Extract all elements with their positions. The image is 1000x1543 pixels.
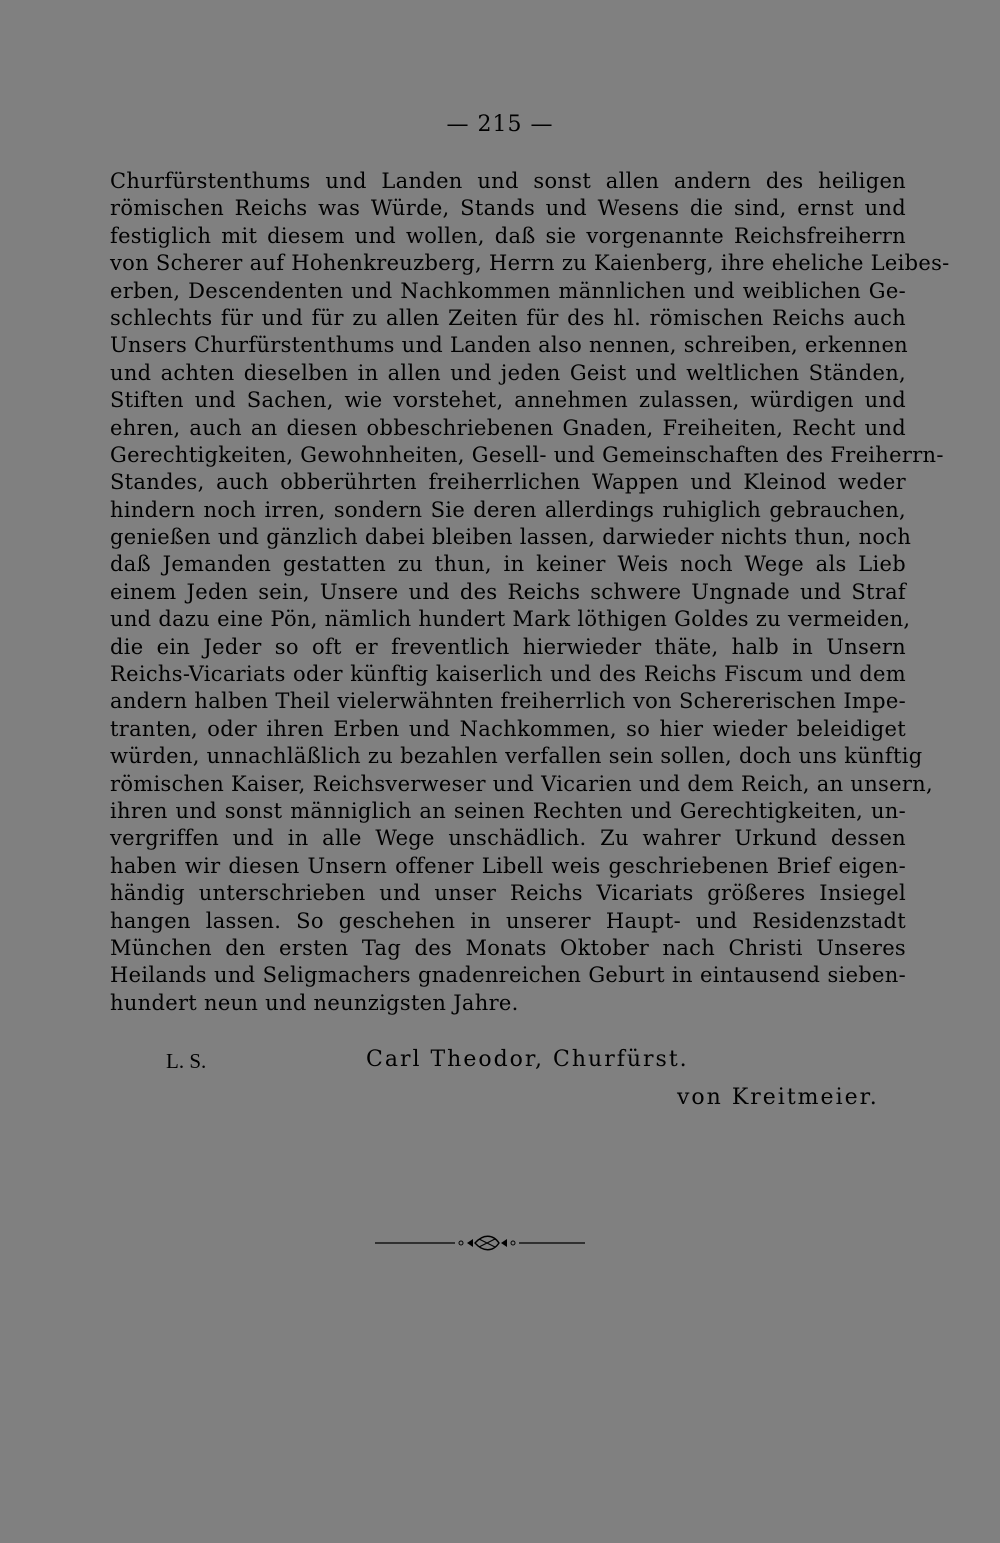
text-line: von Scherer auf Hohenkreuzberg, Herrn zu Kaienberg, ihre eheliche Leibes- <box>110 251 950 276</box>
text-line: hangen lassen. So geschehen in unserer Haupt- und Residenzstadt <box>110 908 906 933</box>
text-line: und achten dieselben in allen und jeden Geist und weltlichen Ständen, <box>110 360 906 385</box>
text-line: München den ersten Tag des Monats Oktober nach Christi Unseres <box>110 935 906 960</box>
text-line: Churfürstenthums und Landen und sonst allen andern des heiligen <box>110 169 906 193</box>
text-line: tranten, oder ihren Erben und Nachkommen, so hier wieder beleidiget <box>110 716 906 741</box>
text-line: Unsers Churfürstenthums und Landen also nennen, schreiben, erkennen <box>110 333 909 358</box>
ornament-divider-icon <box>375 1228 585 1258</box>
text-line: die ein Jeder so oft er freventlich hierwieder thäte, halb in Unsern <box>110 634 906 659</box>
text-line: würden, unnachläßlich zu bezahlen verfallen sein sollen, doch uns künftig <box>110 744 923 769</box>
countersignature: von Kreitmeier. <box>677 1085 879 1110</box>
text-line: Gerechtigkeiten, Gewohnheiten, Gesell- und Gemeinschaften des Freiherrn- <box>110 442 944 467</box>
seal-mark: L. S. <box>166 1049 207 1073</box>
text-line: Reichs-Vicariats oder künftig kaiserlich und des Reichs Fiscum und dem <box>110 662 906 687</box>
text-line: ehren, auch an diesen obbeschriebenen Gnaden, Freiheiten, Recht und <box>110 415 906 440</box>
text-line: römischen Reichs was Würde, Stands und Wesens die sind, ernst und <box>110 196 906 221</box>
text-line: genießen und gänzlich dabei bleiben lassen, darwieder nichts thun, noch <box>110 525 912 550</box>
text-line: händig unterschrieben und unser Reichs Vicariats größeres Insiegel <box>110 881 906 906</box>
text-line: römischen Kaiser, Reichsverweser und Vicarien und dem Reich, an unsern, <box>110 771 933 796</box>
text-line: Stiften und Sachen, wie vorstehet, annehmen zulassen, würdigen und <box>110 388 906 413</box>
text-line: andern halben Theil vielerwähnten freiherrlich von Schererischen Impe- <box>110 689 906 714</box>
text-line: einem Jeden sein, Unsere und des Reichs schwere Ungnade und Straf <box>110 579 906 604</box>
signature-name: Carl Theodor, Churfürst. <box>366 1047 689 1072</box>
text-line-last: hundert neun und neunzigsten Jahre. <box>110 990 519 1015</box>
text-line: vergriffen und in alle Wege unschädlich. Zu wahrer Urkund dessen <box>110 826 906 851</box>
text-line: und dazu eine Pön, nämlich hundert Mark löthigen Goldes zu vermeiden, <box>110 607 911 632</box>
page-number: — 215 — <box>446 112 554 137</box>
text-line: Heilands und Seligmachers gnadenreichen Geburt in eintausend sieben- <box>110 963 906 988</box>
text-line: erben, Descendenten und Nachkommen männlichen und weiblichen Ge- <box>110 278 906 303</box>
text-line: daß Jemanden gestatten zu thun, in keiner Weis noch Wege als Lieb <box>110 552 906 577</box>
text-line: festiglich mit diesem und wollen, daß sie vorgenannte Reichsfreiherrn <box>110 223 906 248</box>
text-line: ihren und sonst männiglich an seinen Rechten und Gerechtigkeiten, un- <box>110 798 906 823</box>
body-text <box>110 168 950 1017</box>
text-line: schlechts für und für zu allen Zeiten für des hl. römischen Reichs auch <box>110 305 906 330</box>
text-line: haben wir diesen Unsern offener Libell weis geschriebenen Brief eigen- <box>110 853 906 878</box>
text-line: hindern noch irren, sondern Sie deren allerdings ruhiglich gebrauchen, <box>110 497 906 522</box>
text-line: Standes, auch obberührten freiherrlichen Wappen und Kleinod weder <box>110 470 906 495</box>
